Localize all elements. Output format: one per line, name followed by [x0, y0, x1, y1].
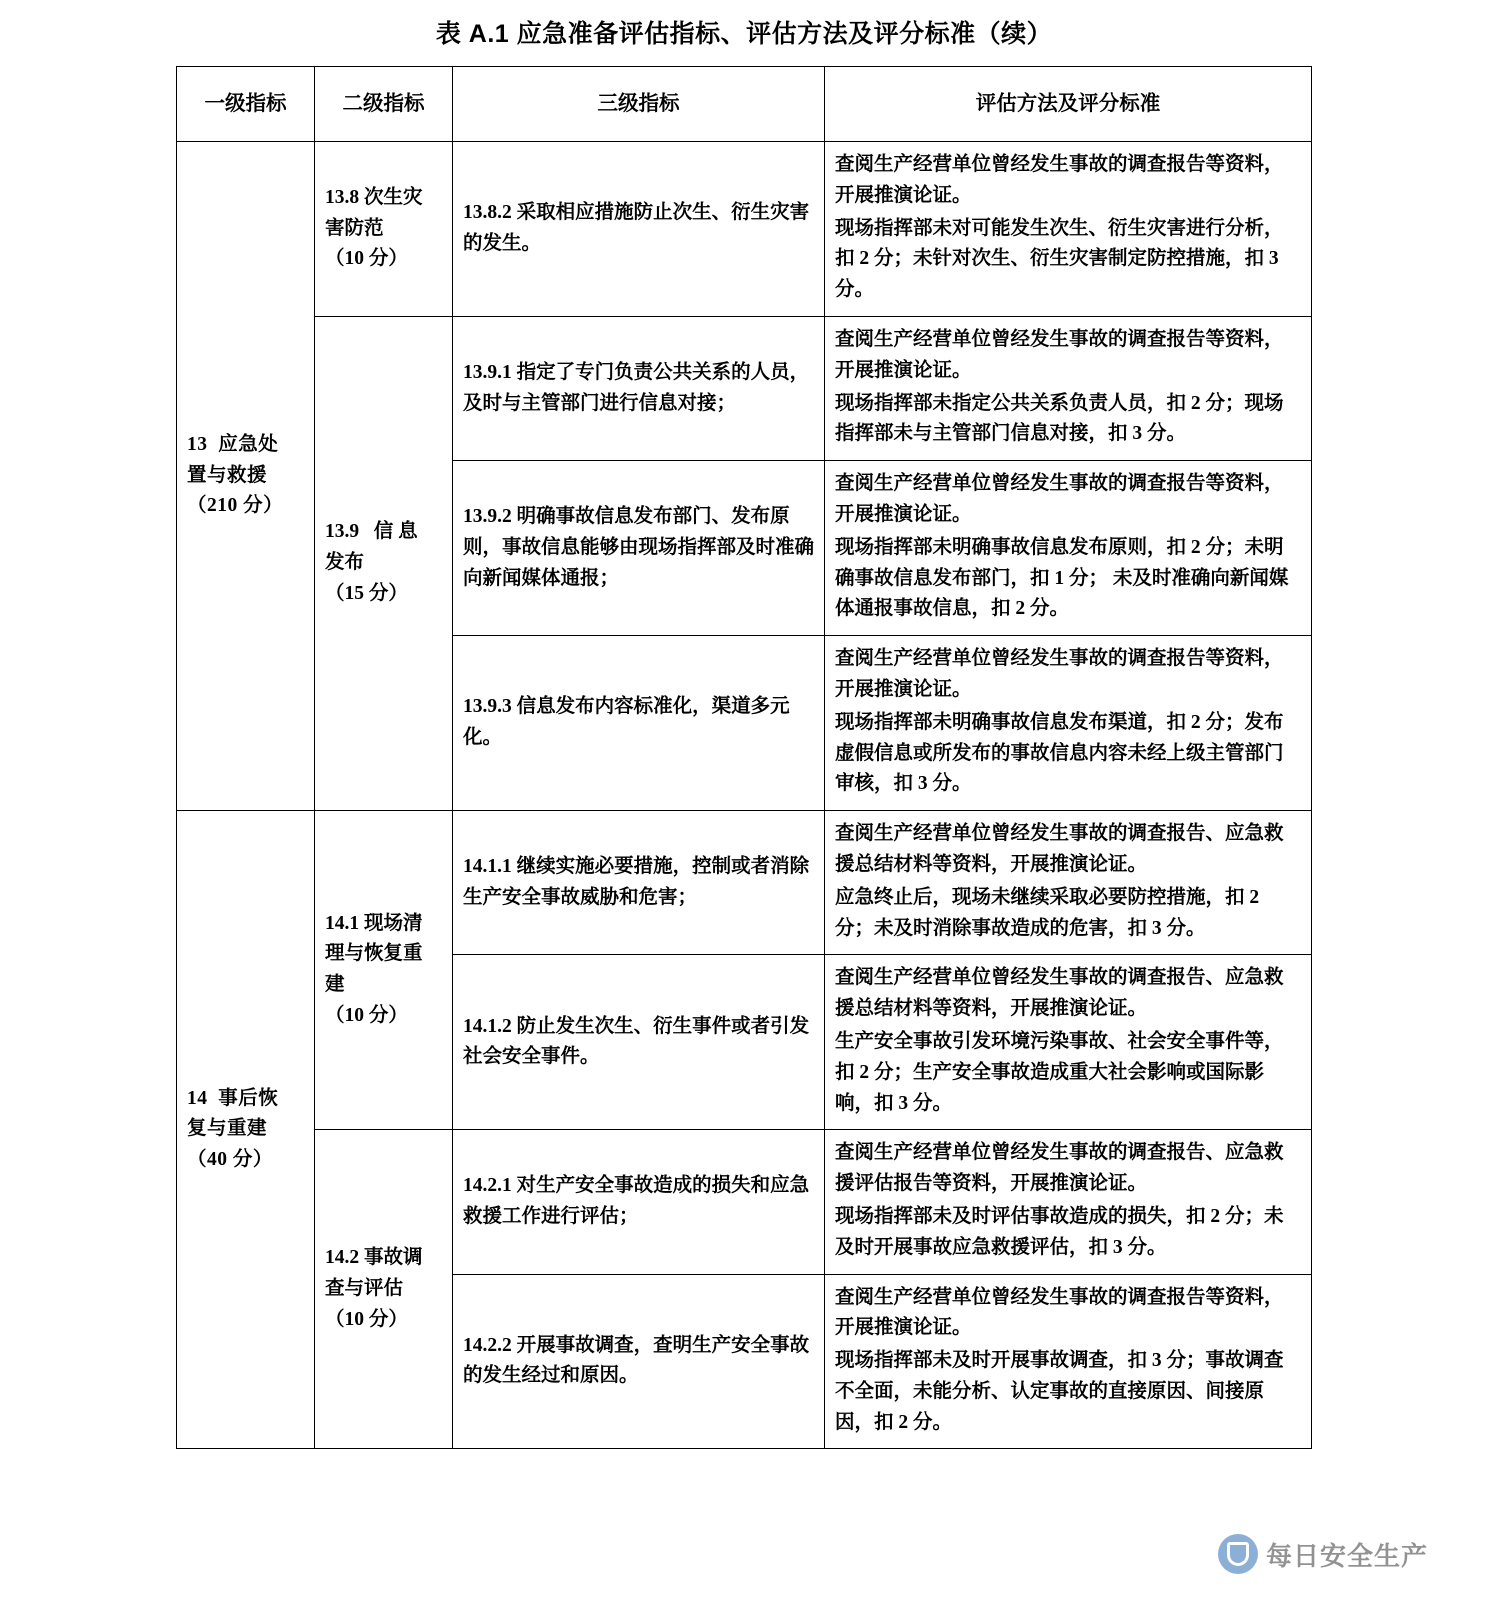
- level1-label-13: 13 应急处 置与救援 （210 分）: [187, 433, 284, 517]
- criteria-line: 查阅生产经营单位曾经发生事故的调查报告、应急救援总结材料等资料，开展推演论证。: [835, 967, 1284, 1020]
- criteria-line: 现场指挥部未明确事故信息发布原则，扣 2 分；未明确事故信息发布部门，扣 1 分； 未及时准确向新闻媒体通报事故信息，扣 2 分。: [835, 536, 1289, 620]
- watermark: [1218, 1534, 1428, 1574]
- criteria-line: 现场指挥部未对可能发生次生、衍生灾害进行分析，扣 2 分；未针对次生、衍生灾害制定防控措施，扣 3 分。: [835, 217, 1284, 301]
- criteria-cell: [825, 636, 1312, 811]
- criteria-line: 查阅生产经营单位曾经发生事故的调查报告、应急救援总结材料等资料，开展推演论证。: [835, 823, 1284, 875]
- level3-cell: 13.9.2 明确事故信息发布部门、发布原则，事故信息能够由现场指挥部及时准确向新闻媒体通报；: [453, 461, 825, 636]
- level2-cell-13-8: [315, 142, 453, 317]
- criteria-cell: [825, 461, 1312, 636]
- level2-label-14-2: 14.2 事故调 查与评估 （10 分）: [325, 1247, 423, 1330]
- level2-cell-14-2: [315, 1130, 453, 1449]
- criteria-line: 现场指挥部未明确事故信息发布渠道，扣 2 分；发布虚假信息或所发布的事故信息内容未经上级主管部门审核，扣 3 分。: [835, 711, 1284, 795]
- criteria-cell: [825, 811, 1312, 955]
- watermark-label: 每日安全生产: [1265, 1540, 1428, 1571]
- table-row: [177, 316, 1312, 460]
- criteria-line: 现场指挥部未及时开展事故调查，扣 3 分；事故调查不全面，未能分析、认定事故的直接原因、间接原因，扣 2 分。: [835, 1350, 1284, 1433]
- level3-cell: 13.8.2 采取相应措施防止次生、衍生灾害的发生。: [453, 142, 825, 317]
- column-header-level3: 三级指标: [453, 67, 825, 142]
- level2-cell-14-1: [315, 811, 453, 1130]
- criteria-line: 应急终止后，现场未继续采取必要防控措施，扣 2 分；未及时消除事故造成的危害，扣 3 分。: [835, 886, 1260, 939]
- level2-label-14-1: 14.1 现场清 理与恢复重 建 （10 分）: [325, 912, 423, 1027]
- criteria-line: 查阅生产经营单位曾经发生事故的调查报告等资料，开展推演论证。: [835, 154, 1284, 206]
- table-row: [177, 1130, 1312, 1274]
- criteria-line: 查阅生产经营单位曾经发生事故的调查报告、应急救援评估报告等资料，开展推演论证。: [835, 1142, 1284, 1195]
- level2-label-13-8: 13.8 次生灾 害防范 （10 分）: [325, 186, 423, 270]
- column-header-level2: 二级指标: [315, 67, 453, 142]
- assessment-criteria-table: [176, 66, 1312, 1449]
- level1-cell-14: [177, 811, 315, 1449]
- criteria-line: 生产安全事故引发环境污染事故、社会安全事件等，扣 2 分；生产安全事故造成重大社会影响或国际影响，扣 3 分。: [835, 1030, 1284, 1114]
- criteria-cell: [825, 955, 1312, 1130]
- page-title: 表 A.1 应急准备评估指标、评估方法及评分标准（续）: [435, 20, 1053, 48]
- level3-cell: 14.1.2 防止发生次生、衍生事件或者引发社会安全事件。: [453, 955, 825, 1130]
- criteria-cell: [825, 316, 1312, 460]
- level3-cell: 14.2.1 对生产安全事故造成的损失和应急救援工作进行评估；: [453, 1130, 825, 1274]
- criteria-line: 查阅生产经营单位曾经发生事故的调查报告等资料，开展推演论证。: [835, 1286, 1284, 1339]
- table-row: [177, 811, 1312, 955]
- criteria-line: 现场指挥部未及时评估事故造成的损失，扣 2 分；未及时开展事故应急救援评估，扣 3 分。: [835, 1205, 1284, 1258]
- level2-cell-13-9: [315, 316, 453, 810]
- criteria-line: 查阅生产经营单位曾经发生事故的调查报告等资料，开展推演论证。: [835, 473, 1284, 525]
- column-header-criteria: 评估方法及评分标准: [825, 67, 1312, 142]
- table-row: [177, 142, 1312, 317]
- criteria-line: 现场指挥部未指定公共关系负责人员，扣 2 分；现场指挥部未与主管部门信息对接，扣 3 分。: [835, 392, 1284, 445]
- table-header-row: [177, 67, 1312, 142]
- level1-cell-13: [177, 142, 315, 811]
- criteria-cell: [825, 1274, 1312, 1449]
- column-header-level1: 一级指标: [177, 67, 315, 142]
- criteria-line: 查阅生产经营单位曾经发生事故的调查报告等资料，开展推演论证。: [835, 648, 1284, 700]
- criteria-cell: [825, 142, 1312, 317]
- level1-label-14: 14 事后恢 复与重建 （40 分）: [187, 1087, 279, 1171]
- shield-icon: [1218, 1534, 1258, 1574]
- level3-cell: 13.9.3 信息发布内容标准化，渠道多元化。: [453, 636, 825, 811]
- criteria-cell: [825, 1130, 1312, 1274]
- criteria-line: 查阅生产经营单位曾经发生事故的调查报告等资料，开展推演论证。: [835, 328, 1284, 381]
- level3-cell: 14.1.1 继续实施必要措施，控制或者消除生产安全事故威胁和危害；: [453, 811, 825, 955]
- level3-cell: 14.2.2 开展事故调查，查明生产安全事故的发生经过和原因。: [453, 1274, 825, 1449]
- level3-cell: 13.9.1 指定了专门负责公共关系的人员，及时与主管部门进行信息对接；: [453, 316, 825, 460]
- level2-label-13-9: 13.9 信 息 发布 （15 分）: [325, 521, 418, 604]
